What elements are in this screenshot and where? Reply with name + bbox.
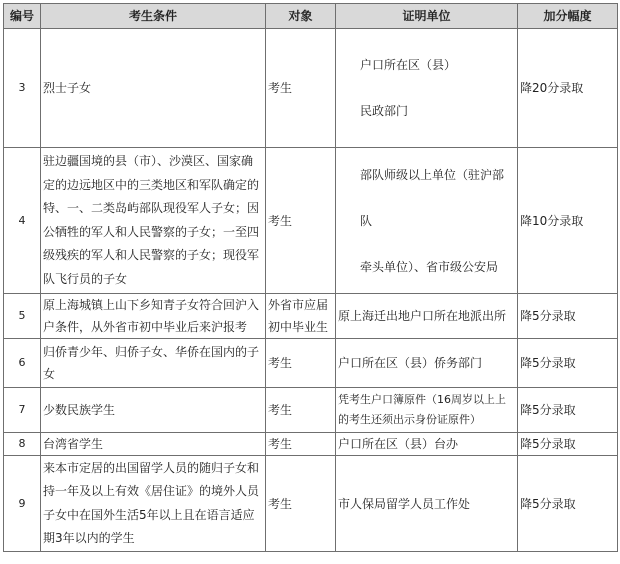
row-target: 考生 bbox=[266, 339, 336, 388]
row-condition: 来本市定居的出国留学人员的随归子女和持一年及以上有效《居住证》的境外人员子女中在国外生活5年以上且在语言适应期3年以内的学生 bbox=[41, 456, 266, 552]
row-target: 考生 bbox=[266, 388, 336, 433]
table-row bbox=[4, 433, 618, 456]
unit-line: 牵头单位）、省市级公安局 bbox=[360, 259, 499, 274]
row-number: 5 bbox=[4, 294, 41, 339]
header-bonus: 加分幅度 bbox=[518, 4, 618, 29]
row-number: 3 bbox=[4, 29, 41, 148]
header-row bbox=[4, 4, 618, 29]
row-condition: 驻边疆国境的县（市）、沙漠区、国家确定的边远地区中的三类地区和军队确定的特、一、二类岛屿部队现役军人子女；因公牺牲的军人和人民警察的子女；一至四级残疾的军人和人民警察的子女；现役军队飞行员的子女 bbox=[41, 148, 266, 294]
row-target: 考生 bbox=[266, 456, 336, 552]
row-number: 8 bbox=[4, 433, 41, 456]
row-certifying-unit bbox=[336, 148, 518, 294]
row-number: 7 bbox=[4, 388, 41, 433]
table-row bbox=[4, 29, 618, 148]
row-bonus: 降20分录取 bbox=[518, 29, 618, 148]
row-condition: 少数民族学生 bbox=[41, 388, 266, 433]
table-row bbox=[4, 294, 618, 339]
unit-line: 民政部门 bbox=[360, 104, 409, 118]
unit-line: 市人保局留学人员工作处 bbox=[338, 496, 471, 511]
row-bonus: 降5分录取 bbox=[518, 433, 618, 456]
row-target: 考生 bbox=[266, 433, 336, 456]
header-number: 编号 bbox=[4, 4, 41, 29]
row-bonus: 降5分录取 bbox=[518, 294, 618, 339]
row-bonus: 降10分录取 bbox=[518, 148, 618, 294]
row-bonus: 降5分录取 bbox=[518, 456, 618, 552]
row-certifying-unit bbox=[336, 339, 518, 388]
table-row bbox=[4, 388, 618, 433]
row-certifying-unit bbox=[336, 433, 518, 456]
row-number: 9 bbox=[4, 456, 41, 552]
row-bonus: 降5分录取 bbox=[518, 339, 618, 388]
row-condition: 归侨青少年、归侨子女、华侨在国内的子女 bbox=[41, 339, 266, 388]
row-certifying-unit bbox=[336, 388, 518, 433]
table-row bbox=[4, 148, 618, 294]
table-row bbox=[4, 339, 618, 388]
row-certifying-unit bbox=[336, 294, 518, 339]
unit-line: 凭考生户口簿原件（16周岁以上上的考生还须出示身份证原件） bbox=[338, 393, 506, 426]
row-target: 考生 bbox=[266, 29, 336, 148]
row-bonus: 降5分录取 bbox=[518, 388, 618, 433]
unit-line: 户口所在区（县） bbox=[360, 58, 457, 72]
header-certifying-unit: 证明单位 bbox=[336, 4, 518, 29]
row-condition: 原上海城镇上山下乡知青子女符合回沪入户条件，从外省市初中毕业后来沪报考 bbox=[41, 294, 266, 339]
table-row bbox=[4, 456, 618, 552]
unit-line: 原上海迁出地户口所在地派出所 bbox=[338, 309, 507, 323]
row-number: 4 bbox=[4, 148, 41, 294]
header-target: 对象 bbox=[266, 4, 336, 29]
unit-line: 户口所在区（县）台办 bbox=[338, 437, 459, 451]
bonus-policy-table bbox=[3, 3, 618, 552]
row-target: 考生 bbox=[266, 148, 336, 294]
unit-line: 部队师级以上单位（驻沪部队 bbox=[360, 167, 505, 228]
row-condition: 台湾省学生 bbox=[41, 433, 266, 456]
row-certifying-unit bbox=[336, 29, 518, 148]
header-condition: 考生条件 bbox=[41, 4, 266, 29]
row-certifying-unit bbox=[336, 456, 518, 552]
row-number: 6 bbox=[4, 339, 41, 388]
unit-line: 户口所在区（县）侨务部门 bbox=[338, 356, 483, 370]
row-target: 外省市应届初中毕业生 bbox=[266, 294, 336, 339]
row-condition: 烈士子女 bbox=[41, 29, 266, 148]
